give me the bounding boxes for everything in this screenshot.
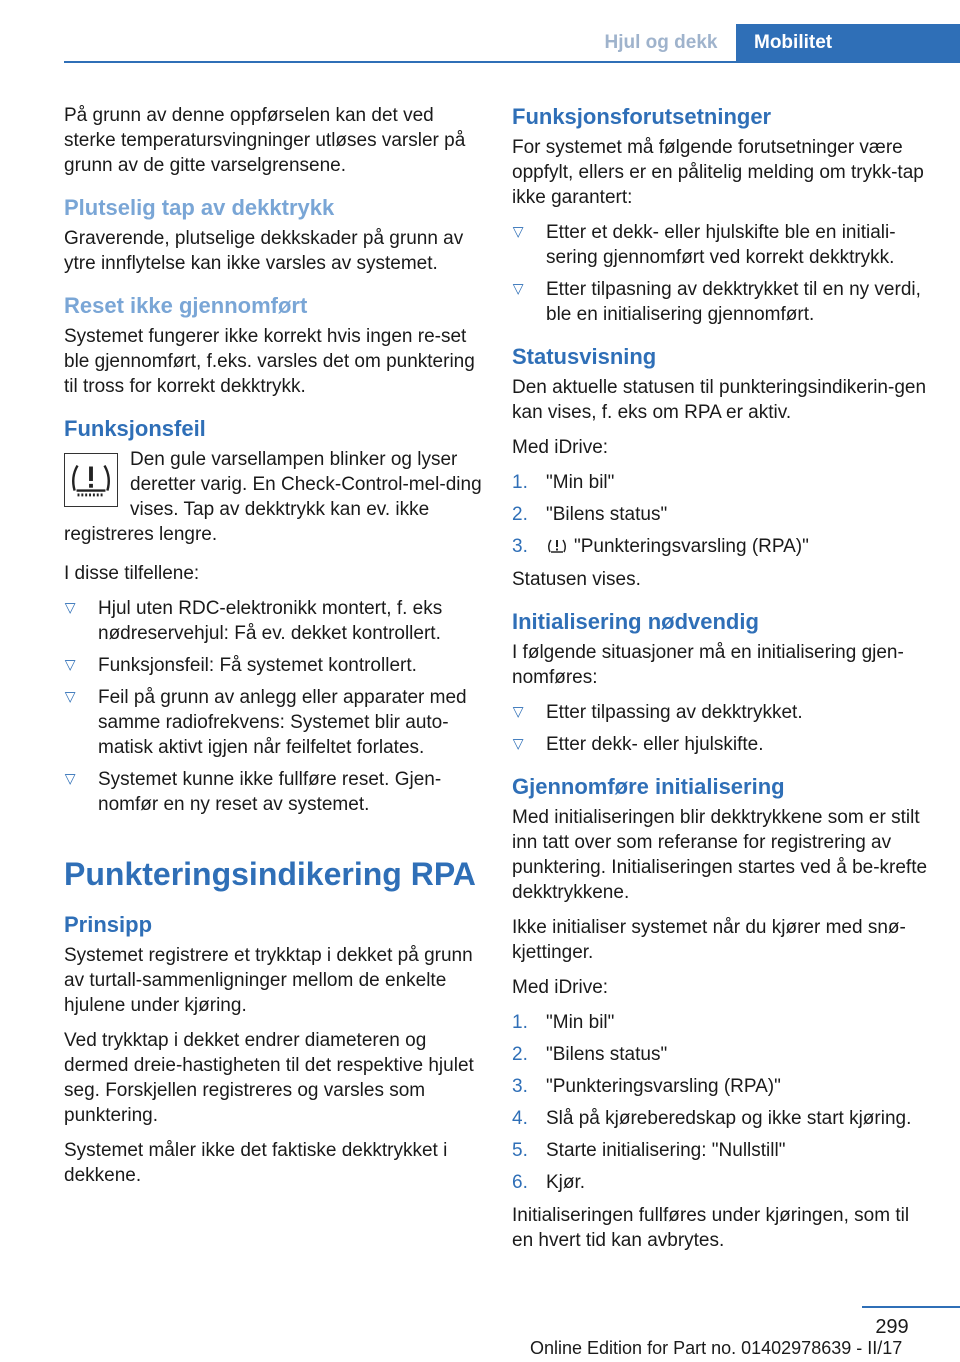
list-item: 6. Kjør.: [512, 1172, 586, 1193]
intro-paragraph: På grunn av denne oppførselen kan det ved sterke temperatursvingninger utløses varsler på grunn av de gitte varselgrensene.: [64, 105, 466, 176]
do-init-paragraph-2: Ikke initialiser systemet når du kjører med snø‐kjettinger.: [512, 917, 906, 963]
do-init-paragraph-1: Med initialiseringen blir dekktrykkene som er stilt inn tatt over som referanse for registrering av punktering. Initialiseringen startes ved å be‐krefte dekktrykkene.: [512, 807, 928, 903]
tire-pressure-warning-icon: [64, 453, 118, 507]
sudden-loss-paragraph: Graverende, plutselige dekkskader på grunn av ytre innflytelse kan ikke varsles av systemet.: [64, 228, 464, 274]
edition-note: Online Edition for Part no. 01402978639 - II/17: [530, 1338, 903, 1358]
cases-list: [64, 596, 482, 817]
list-item: 1. "Min bil": [512, 1012, 615, 1033]
heading-reset-not-done: Reset ikke gjennomført: [64, 293, 308, 318]
right-column: [512, 103, 930, 1263]
heading-malfunction: Funksjonsfeil: [64, 416, 206, 441]
tire-pressure-icon: [546, 537, 568, 555]
malfunction-block: [64, 447, 482, 547]
status-paragraph: Den aktuelle statusen til punkteringsindikerin‐gen kan vises, f. eks om RPA er aktiv.: [512, 377, 927, 423]
footer-rule: [862, 1306, 960, 1308]
list-item: ▷ Etter tilpasning av dekktrykket til en ny verdi, ble en initialisering gjennomført.: [512, 277, 930, 327]
header-rule: [64, 61, 960, 63]
list-item: 2. "Bilens status": [512, 504, 668, 525]
list-item: 2. "Bilens status": [512, 1044, 668, 1065]
idrive-label-1: Med iDrive:: [512, 437, 609, 458]
header-section-tab[interactable]: Hjul og dekk: [604, 32, 718, 53]
heading-sudden-loss: Plutselig tap av dekktrykk: [64, 195, 335, 220]
init-required-list: [512, 700, 930, 757]
cases-intro: I disse tilfellene:: [64, 563, 200, 584]
heading-status: Statusvisning: [512, 344, 657, 369]
end-paragraph: Initialiseringen fullføres under kjøringen, som til en hvert tid kan avbrytes.: [512, 1205, 910, 1251]
header-chapter-tab[interactable]: Mobilitet: [736, 24, 960, 62]
list-item: 5. Starte initialisering: "Nullstill": [512, 1140, 786, 1161]
list-item: ▷ Systemet kunne ikke fullføre reset. Gjen‐nomfør en ny reset av systemet.: [64, 767, 482, 817]
principle-paragraph-2: Ved trykktap i dekket endrer diameteren og dermed dreie-hastigheten til det respektive hjulet seg. Forskjellen registreres og varsles som punktering.: [64, 1030, 474, 1126]
principle-paragraph-3: Systemet måler ikke det faktiske dekktrykket i dekkene.: [64, 1140, 448, 1186]
list-item: ▷ Feil på grunn av anlegg eller apparater med samme radiofrekvens: Systemet blir auto‐matisk aktivt igjen når feilfeltet forlates.: [64, 685, 482, 760]
list-item: ▷ Hjul uten RDC-elektronikk montert, f. eks nødreservehjul: Få ev. dekket kontrollert.: [64, 596, 482, 646]
list-item: 3. "Punkteringsvarsling (RPA)": [512, 536, 809, 557]
status-steps: [512, 470, 930, 559]
malfunction-paragraph: Den gule varsellampen blinker og lyser deretter varig. En Check-Control-mel‐ding vises. Tap av dekktrykk kan ev. ikke registreres lengre.: [64, 449, 482, 545]
principle-paragraph-1: Systemet registrere et trykktap i dekket på grunn av turtall-sammenligninger mellom de enkelte hjulene under kjøring.: [64, 945, 473, 1016]
list-item: ▷ Etter dekk- eller hjulskifte.: [512, 732, 930, 757]
requirements-paragraph: For systemet må følgende forutsetninger være oppfylt, ellers er en pålitelig melding om trykk‐tap ikke garantert:: [512, 137, 924, 208]
requirements-list: [512, 220, 930, 327]
list-item: 1. "Min bil": [512, 472, 615, 493]
idrive-label-2: Med iDrive:: [512, 977, 609, 998]
init-required-paragraph: I følgende situasjoner må en initialisering gjen‐nomføres:: [512, 642, 904, 688]
list-item: ▷ Etter et dekk- eller hjulskifte ble en initiali‐sering gjennomført ved korrekt dekktrykk.: [512, 220, 930, 270]
list-item: 3. "Punkteringsvarsling (RPA)": [512, 1076, 781, 1097]
heading-init-required: Initialisering nødvendig: [512, 609, 759, 634]
list-item: ▷ Funksjonsfeil: Få systemet kontrollert.: [64, 653, 482, 678]
init-steps: [512, 1010, 930, 1195]
heading-rpa: Punkteringsindikering RPA: [64, 856, 476, 892]
list-item: 4. Slå på kjøreberedskap og ikke start kjøring.: [512, 1108, 912, 1129]
left-column: [64, 103, 482, 1198]
heading-requirements: Funksjonsforutsetninger: [512, 104, 772, 129]
status-shown: Statusen vises.: [512, 569, 641, 590]
page-number: 299: [875, 1316, 909, 1338]
list-item: ▷ Etter tilpassing av dekktrykket.: [512, 700, 930, 725]
heading-principle: Prinsipp: [64, 912, 153, 937]
heading-do-init: Gjennomføre initialisering: [512, 774, 785, 799]
reset-paragraph: Systemet fungerer ikke korrekt hvis ingen re‐set ble gjennomført, f.eks. varsles det om punktering til tross for korrekt dekktrykk.: [64, 326, 475, 397]
